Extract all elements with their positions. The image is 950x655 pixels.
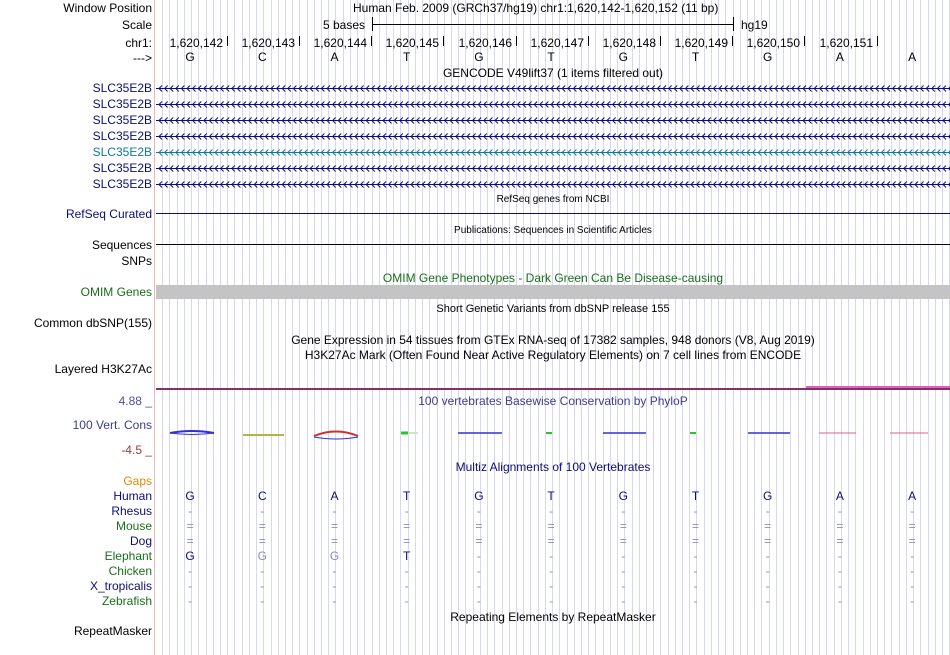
multiz-base: - bbox=[332, 579, 337, 593]
grid-line bbox=[783, 0, 784, 655]
grid-line bbox=[588, 0, 589, 655]
multiz-base: G bbox=[618, 489, 628, 503]
grid-line bbox=[718, 0, 719, 655]
grid-line bbox=[393, 0, 394, 655]
multiz-base: = bbox=[186, 519, 194, 533]
refseq-track-label[interactable]: RefSeq Curated bbox=[65, 207, 152, 221]
multiz-base: - bbox=[765, 504, 770, 518]
multiz-base: - bbox=[332, 504, 337, 518]
multiz-base: A bbox=[330, 489, 339, 503]
ruler-tick bbox=[660, 36, 661, 46]
dbsnp-track-title: Short Genetic Variants from dbSNP release 155 bbox=[436, 303, 670, 315]
grid-line bbox=[292, 0, 293, 655]
omim-track-label[interactable]: OMIM Genes bbox=[80, 285, 152, 299]
grid-line bbox=[299, 0, 300, 655]
multiz-base: - bbox=[693, 579, 698, 593]
grid-line bbox=[429, 0, 430, 655]
multiz-base: - bbox=[621, 504, 626, 518]
gencode-gene-label[interactable]: SLC35E2B bbox=[92, 145, 152, 159]
gencode-gene-label[interactable]: SLC35E2B bbox=[92, 97, 152, 111]
grid-line bbox=[660, 0, 661, 655]
ruler-tick bbox=[516, 36, 517, 46]
grid-line bbox=[733, 0, 734, 655]
grid-line bbox=[502, 0, 503, 655]
grid-line bbox=[574, 0, 575, 655]
multiz-base: - bbox=[837, 564, 842, 578]
multiz-base: = bbox=[836, 519, 844, 533]
multiz-base: - bbox=[837, 594, 842, 608]
repeatmasker-track-label[interactable]: RepeatMasker bbox=[73, 624, 152, 638]
multiz-base: - bbox=[693, 564, 698, 578]
repeatmasker-track-title: Repeating Elements by RepeatMasker bbox=[450, 610, 656, 624]
gtex-track-title: Gene Expression in 54 tissues from GTEx RNA-seq of 17382 samples, 948 donors (V8, Aug 2019) bbox=[291, 333, 815, 347]
multiz-species-label[interactable]: Rhesus bbox=[111, 504, 152, 518]
refseq-track-title: RefSeq genes from NCBI bbox=[496, 194, 610, 205]
multiz-base: - bbox=[765, 594, 770, 608]
grid-line bbox=[682, 0, 683, 655]
multiz-species-label[interactable]: Dog bbox=[129, 534, 152, 548]
gencode-gene-label[interactable]: SLC35E2B bbox=[92, 113, 152, 127]
grid-line bbox=[422, 0, 423, 655]
ruler-position: 1,620,148 bbox=[602, 36, 656, 50]
multiz-base: - bbox=[910, 504, 915, 518]
multiz-base: = bbox=[258, 534, 266, 548]
grid-line bbox=[220, 0, 221, 655]
multiz-base: = bbox=[475, 519, 483, 533]
grid-line bbox=[928, 0, 929, 655]
grid-line bbox=[538, 0, 539, 655]
strand-label[interactable]: ---> bbox=[133, 51, 152, 65]
cons-mark-1 bbox=[170, 431, 214, 433]
grid-line bbox=[379, 0, 380, 655]
ruler-position: 1,620,144 bbox=[313, 36, 367, 50]
multiz-base: - bbox=[621, 549, 626, 563]
ruler-position: 1,620,151 bbox=[819, 36, 873, 50]
grid-line bbox=[523, 0, 524, 655]
grid-line bbox=[870, 0, 871, 655]
window-position-label: Window Position bbox=[63, 1, 152, 15]
grid-line bbox=[877, 0, 878, 655]
gencode-transcript[interactable] bbox=[156, 84, 950, 93]
publications-track-title: Publications: Sequences in Scientific Articles bbox=[454, 225, 652, 236]
multiz-base: - bbox=[693, 594, 698, 608]
multiz-base: G bbox=[185, 489, 195, 503]
base-letter: A bbox=[908, 50, 917, 64]
grid-line bbox=[516, 0, 517, 655]
multiz-base: - bbox=[260, 564, 265, 578]
multiz-base: T bbox=[403, 489, 411, 503]
grid-line bbox=[169, 0, 170, 655]
multiz-base: = bbox=[258, 519, 266, 533]
multiz-base: - bbox=[837, 549, 842, 563]
multiz-base: A bbox=[835, 489, 844, 503]
ruler-position: 1,620,146 bbox=[458, 36, 512, 50]
cons-mark-3 bbox=[314, 432, 358, 437]
multiz-base: - bbox=[549, 594, 554, 608]
multiz-base: - bbox=[260, 594, 265, 608]
grid-line bbox=[307, 0, 308, 655]
multiz-base: - bbox=[621, 579, 626, 593]
multiz-base: - bbox=[621, 594, 626, 608]
grid-line bbox=[386, 0, 387, 655]
multiz-species-label[interactable]: Mouse bbox=[115, 519, 152, 533]
gencode-transcript[interactable] bbox=[156, 148, 950, 157]
grid-line bbox=[364, 0, 365, 655]
multiz-base: = bbox=[619, 534, 627, 548]
grid-line bbox=[740, 0, 741, 655]
conservation-min-label: -4.5 _ bbox=[121, 443, 152, 457]
grid-line bbox=[213, 0, 214, 655]
base-letter: T bbox=[547, 50, 555, 64]
base-letter: G bbox=[474, 50, 484, 64]
grid-line bbox=[567, 0, 568, 655]
cons-mark-1b bbox=[170, 433, 214, 435]
multiz-base: = bbox=[764, 534, 772, 548]
multiz-species-label[interactable]: Elephant bbox=[104, 549, 152, 563]
track-label-divider bbox=[154, 0, 155, 655]
multiz-base: - bbox=[765, 564, 770, 578]
grid-line bbox=[177, 0, 178, 655]
multiz-base: - bbox=[404, 504, 409, 518]
multiz-base: - bbox=[837, 504, 842, 518]
multiz-base: - bbox=[476, 564, 481, 578]
multiz-base: - bbox=[693, 549, 698, 563]
multiz-species-label[interactable]: Chicken bbox=[108, 564, 152, 578]
ruler-tick bbox=[732, 36, 733, 46]
multiz-base: - bbox=[549, 564, 554, 578]
multiz-base: - bbox=[549, 504, 554, 518]
grid-line bbox=[227, 0, 228, 655]
conservation-track-title: 100 vertebrates Basewise Conservation by PhyloP bbox=[418, 394, 688, 408]
grid-line bbox=[812, 0, 813, 655]
multiz-base: G bbox=[474, 489, 484, 503]
grid-line bbox=[747, 0, 748, 655]
gencode-gene-label[interactable]: SLC35E2B bbox=[92, 81, 152, 95]
multiz-base: A bbox=[908, 489, 917, 503]
multiz-base: = bbox=[403, 534, 411, 548]
ruler-tick bbox=[877, 36, 878, 46]
grid-line bbox=[668, 0, 669, 655]
multiz-species-label[interactable]: Zebrafish bbox=[101, 594, 152, 608]
assembly-title: Human Feb. 2009 (GRCh37/hg19) chr1:1,620,142-1,620,152 (11 bp) bbox=[353, 1, 719, 15]
multiz-base: - bbox=[837, 579, 842, 593]
multiz-base: - bbox=[765, 579, 770, 593]
grid-line bbox=[242, 0, 243, 655]
multiz-base: G bbox=[185, 549, 195, 563]
grid-line bbox=[711, 0, 712, 655]
multiz-base: - bbox=[404, 579, 409, 593]
grid-line bbox=[234, 0, 235, 655]
grid-line bbox=[603, 0, 604, 655]
grid-line bbox=[465, 0, 466, 655]
ruler-tick bbox=[371, 36, 372, 46]
base-letter: G bbox=[185, 50, 195, 64]
multiz-base: - bbox=[910, 579, 915, 593]
base-letter: G bbox=[763, 50, 773, 64]
grid-line bbox=[494, 0, 495, 655]
multiz-base: = bbox=[330, 519, 338, 533]
ruler-position: 1,620,142 bbox=[169, 36, 223, 50]
conservation-plot[interactable] bbox=[156, 425, 950, 445]
ruler-tick bbox=[443, 36, 444, 46]
grid-line bbox=[350, 0, 351, 655]
base-letter: A bbox=[835, 50, 844, 64]
multiz-base: = bbox=[908, 519, 916, 533]
grid-line bbox=[278, 0, 279, 655]
multiz-base: T bbox=[403, 549, 411, 563]
ruler-position: 1,620,149 bbox=[674, 36, 728, 50]
base-letter: T bbox=[403, 50, 411, 64]
grid-line bbox=[884, 0, 885, 655]
multiz-base: = bbox=[475, 534, 483, 548]
grid-line bbox=[675, 0, 676, 655]
multiz-base: - bbox=[188, 564, 193, 578]
multiz-base: = bbox=[764, 519, 772, 533]
multiz-base: - bbox=[910, 564, 915, 578]
ruler-position: 1,620,150 bbox=[746, 36, 800, 50]
multiz-base: = bbox=[547, 534, 555, 548]
multiz-base: = bbox=[691, 519, 699, 533]
multiz-base: = bbox=[330, 534, 338, 548]
grid-line bbox=[321, 0, 322, 655]
grid-line bbox=[162, 0, 163, 655]
h3k27ac-signal[interactable] bbox=[156, 388, 950, 390]
grid-line bbox=[863, 0, 864, 655]
multiz-species-label[interactable]: X_tropicalis bbox=[89, 579, 152, 593]
h3k27ac-track-title: H3K27Ac Mark (Often Found Near Active Regulatory Elements) on 7 cell lines from ENCODE bbox=[304, 348, 802, 362]
multiz-base: T bbox=[691, 489, 700, 503]
grid-line bbox=[935, 0, 936, 655]
grid-line bbox=[451, 0, 452, 655]
conservation-track-label[interactable]: 100 Vert. Cons bbox=[72, 418, 152, 432]
grid-line bbox=[754, 0, 755, 655]
multiz-base: - bbox=[476, 594, 481, 608]
ruler-tick bbox=[588, 36, 589, 46]
multiz-base: - bbox=[621, 564, 626, 578]
multiz-base: - bbox=[260, 504, 265, 518]
cons-mark-3b bbox=[314, 437, 358, 439]
scale-bar bbox=[372, 17, 734, 32]
base-letter: G bbox=[618, 50, 628, 64]
grid-line bbox=[437, 0, 438, 655]
conservation-max-label: 4.88 _ bbox=[118, 394, 152, 408]
base-letter: A bbox=[330, 50, 339, 64]
gencode-transcript[interactable] bbox=[156, 180, 950, 189]
grid-line bbox=[610, 0, 611, 655]
multiz-base: = bbox=[908, 534, 916, 548]
gencode-gene-label[interactable]: SLC35E2B bbox=[92, 161, 152, 175]
multiz-base: - bbox=[260, 579, 265, 593]
multiz-base: - bbox=[188, 579, 193, 593]
base-letter: T bbox=[691, 50, 700, 64]
grid-line bbox=[357, 0, 358, 655]
multiz-species-label[interactable]: Human bbox=[113, 489, 152, 503]
grid-line bbox=[639, 0, 640, 655]
grid-line bbox=[509, 0, 510, 655]
multiz-base: - bbox=[693, 504, 698, 518]
grid-line bbox=[530, 0, 531, 655]
gencode-gene-label[interactable]: SLC35E2B bbox=[92, 177, 152, 191]
multiz-base: = bbox=[691, 534, 699, 548]
multiz-base: G bbox=[763, 489, 773, 503]
omim-gene-bar[interactable] bbox=[156, 285, 950, 299]
grid-line bbox=[855, 0, 856, 655]
multiz-base: - bbox=[188, 504, 193, 518]
grid-line bbox=[942, 0, 943, 655]
multiz-base: = bbox=[186, 534, 194, 548]
publications-line[interactable] bbox=[156, 244, 950, 245]
ruler-tick bbox=[804, 36, 805, 46]
multiz-base: - bbox=[476, 579, 481, 593]
grid-line bbox=[798, 0, 799, 655]
scale-text: 5 bases bbox=[323, 18, 366, 32]
grid-line bbox=[819, 0, 820, 655]
ruler-tick bbox=[299, 36, 300, 46]
grid-line bbox=[444, 0, 445, 655]
scale-label: Scale bbox=[121, 18, 152, 32]
grid-line bbox=[372, 0, 373, 655]
multiz-base: - bbox=[910, 594, 915, 608]
ruler-position: 1,620,145 bbox=[385, 36, 439, 50]
multiz-base: T bbox=[547, 489, 555, 503]
multiz-base: C bbox=[257, 489, 267, 503]
omim-track-title: OMIM Gene Phenotypes - Dark Green Can Be Disease-causing bbox=[382, 271, 724, 285]
multiz-base: - bbox=[404, 564, 409, 578]
multiz-base: = bbox=[836, 534, 844, 548]
multiz-base: - bbox=[910, 549, 915, 563]
ruler-tick bbox=[227, 36, 228, 46]
multiz-base: - bbox=[549, 579, 554, 593]
multiz-base: - bbox=[404, 594, 409, 608]
dbsnp-track-label[interactable]: Common dbSNP(155) bbox=[33, 316, 152, 330]
gencode-transcript[interactable] bbox=[156, 132, 950, 141]
grid-line bbox=[891, 0, 892, 655]
multiz-base: G bbox=[329, 549, 340, 563]
gencode-track-title: GENCODE V49lift37 (1 items filtered out) bbox=[442, 66, 664, 80]
grid-line bbox=[458, 0, 459, 655]
publications-track-label[interactable]: Sequences bbox=[91, 238, 152, 252]
gaps-label[interactable]: Gaps bbox=[123, 474, 152, 488]
gencode-transcript[interactable] bbox=[156, 116, 950, 125]
multiz-base: - bbox=[332, 564, 337, 578]
gencode-gene-label[interactable]: SLC35E2B bbox=[92, 129, 152, 143]
multiz-base: - bbox=[332, 594, 337, 608]
grid-line bbox=[595, 0, 596, 655]
grid-line bbox=[826, 0, 827, 655]
refseq-line[interactable] bbox=[156, 213, 950, 214]
grid-line bbox=[899, 0, 900, 655]
multiz-track-title: Multiz Alignments of 100 Vertebrates bbox=[455, 460, 651, 474]
multiz-base: - bbox=[188, 594, 193, 608]
grid-line bbox=[646, 0, 647, 655]
multiz-base: = bbox=[547, 519, 555, 533]
grid-line bbox=[285, 0, 286, 655]
grid-line bbox=[206, 0, 207, 655]
grid-line bbox=[790, 0, 791, 655]
grid-line bbox=[805, 0, 806, 655]
grid-line bbox=[314, 0, 315, 655]
grid-line bbox=[249, 0, 250, 655]
multiz-base: - bbox=[765, 549, 770, 563]
multiz-base: = bbox=[619, 519, 627, 533]
multiz-base: - bbox=[549, 549, 554, 563]
multiz-base: - bbox=[476, 549, 481, 563]
gencode-transcript[interactable] bbox=[156, 164, 950, 173]
ruler-position: 1,620,143 bbox=[241, 36, 295, 50]
multiz-base: = bbox=[403, 519, 411, 533]
grid-line bbox=[581, 0, 582, 655]
grid-line bbox=[725, 0, 726, 655]
ruler-position: 1,620,147 bbox=[530, 36, 584, 50]
grid-line bbox=[653, 0, 654, 655]
db-label: hg19 bbox=[741, 18, 768, 32]
snps-track-label[interactable]: SNPs bbox=[121, 254, 152, 268]
chrom-label: chr1: bbox=[125, 36, 152, 50]
gencode-transcript[interactable] bbox=[156, 100, 950, 109]
base-letter: C bbox=[257, 50, 267, 64]
multiz-base: G bbox=[257, 549, 267, 563]
multiz-base: - bbox=[476, 504, 481, 518]
h3k27ac-track-label[interactable]: Layered H3K27Ac bbox=[54, 362, 152, 376]
